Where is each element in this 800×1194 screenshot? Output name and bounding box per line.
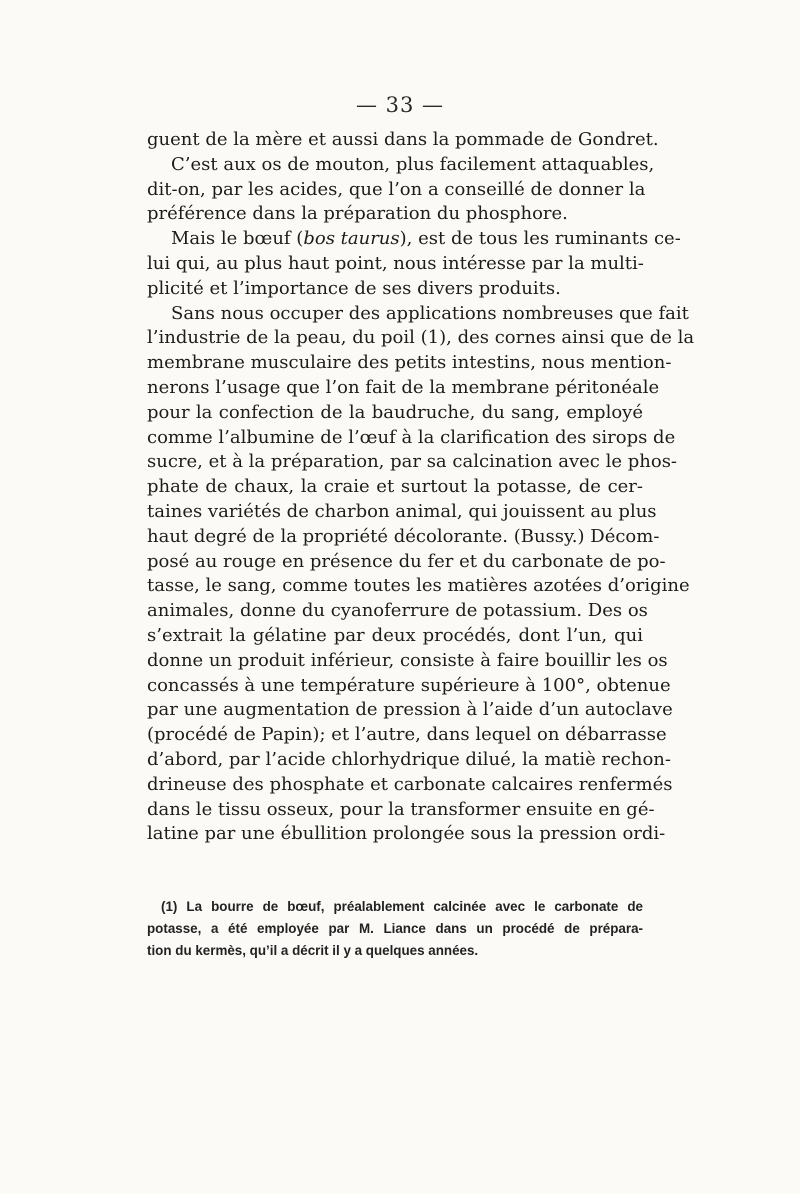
text-line: pour la confection de la baudruche, du sang, employé [147,401,643,423]
text-line: concassés à une température supérieure à 100°, obtenue [147,674,671,696]
text-line: sucre, et à la préparation, par sa calcination avec le phos- [147,451,678,473]
text-line: guent de la mère et aussi dans la pommade de Gondret. [147,129,659,150]
text-line: haut degré de la propriété décolorante. (Bussy.) Décom- [147,525,660,547]
text-line: posé au rouge en présence du fer et du carbonate de po- [147,550,666,572]
text-line: membrane musculaire des petits intestins, nous mention- [147,352,672,374]
footnote [147,896,643,962]
text-line: C’est aux os de mouton, plus facilement attaquables, [171,153,655,175]
text-line: tasse, le sang, comme toutes les matières azotées d’origine [147,575,690,597]
text-line: latine par une ébullition prolongée sous la pression ordi- [147,823,666,845]
text-line: s’extrait la gélatine par deux procédés, dont l’un, qui [147,624,643,646]
text-line: drineuse des phosphate et carbonate calcaires renfermés [147,773,673,795]
page-number: — 33 — [355,93,445,117]
text-line: lui qui, au plus haut point, nous intéresse par la multi- [147,252,644,274]
text-line: Sans nous occuper des applications nombreuses que fait [171,302,689,324]
text-line: comme l’albumine de l’œuf à la clarification des sirops de [147,426,676,448]
text-line: l’industrie de la peau, du poil (1), des cornes ainsi que de la [147,327,695,349]
text-line: dit-on, par les acides, que l’on a conseillé de donner la [147,178,646,200]
text-line: (procédé de Papin); et l’autre, dans lequel on débarrasse [147,724,667,746]
text-line: préférence dans la préparation du phosphore. [147,203,568,225]
species-name: bos taurus [303,228,400,250]
text-line: donne un produit inférieur, consiste à faire bouillir les os [147,649,668,671]
text-line: phate de chaux, la craie et surtout la potasse, de cer- [147,476,643,498]
text-fragment: ), est de tous les ruminants ce- [399,228,681,250]
text-line: animales, donne du cyanoferrure de potassium. Des os [147,600,648,622]
footnote-line: potasse, a été employée par M. Liance dans un procédé de prépara- [147,921,643,936]
text-line: nerons l’usage que l’on fait de la membrane péritonéale [147,376,660,398]
text-line: plicité et l’importance de ses divers produits. [147,277,561,299]
footnote-line: (1) La bourre de bœuf, préalablement calcinée avec le carbonate de [161,899,643,914]
text-line: dans le tissu osseux, pour la transformer ensuite en gé- [147,798,655,820]
text-line: par une augmentation de pression à l’aide d’un autoclave [147,699,673,721]
footnote-line: tion du kermès, qu’il a décrit il y a quelques années. [147,943,479,958]
text-fragment: Mais le bœuf ( [171,228,304,250]
text-line: taines variétés de charbon animal, qui jouissent au plus [147,500,657,522]
text-line [147,227,681,252]
text-line: d’abord, par l’acide chlorhydrique dilué, la matiè rechon- [147,748,671,770]
body-text [147,128,695,847]
